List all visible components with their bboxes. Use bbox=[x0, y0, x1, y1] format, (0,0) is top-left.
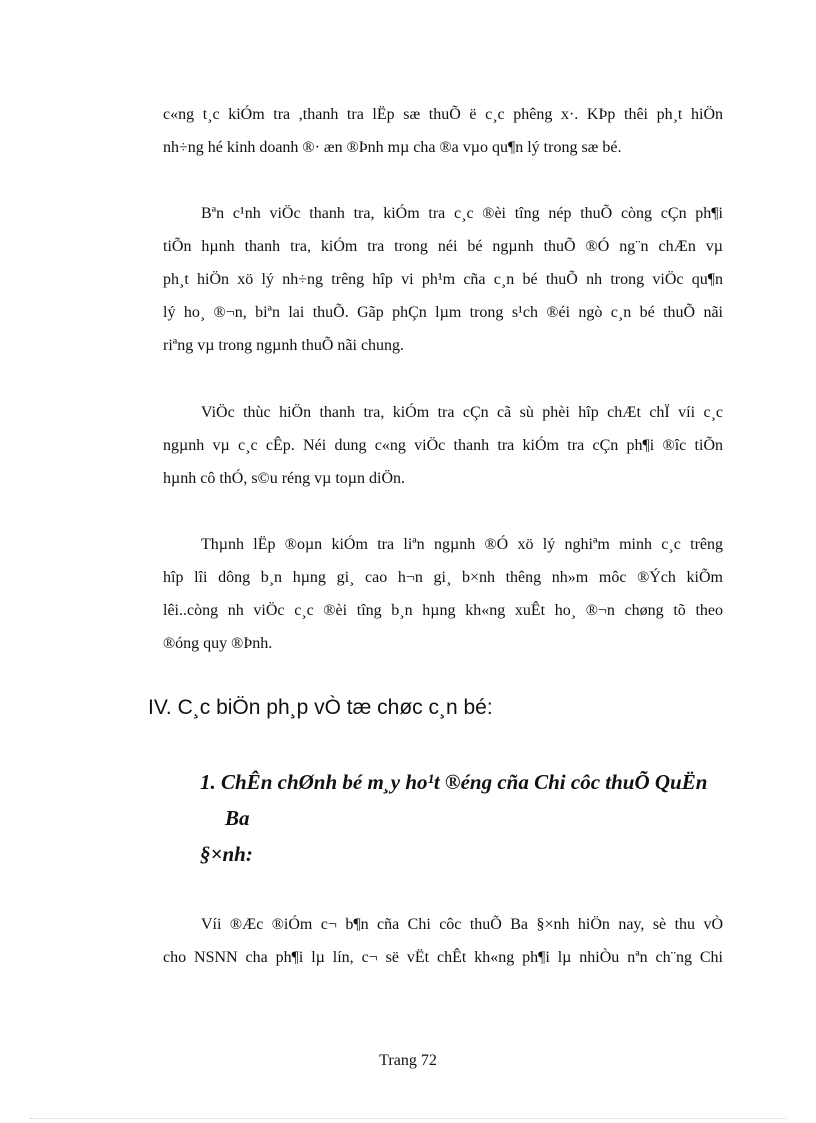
paragraph-1 bbox=[163, 98, 723, 164]
paragraph-line: tiÕn hµnh thanh tra, kiÓm tra trong néi bé ngµnh thuÕ ®Ó ng¨n chÆn vµ bbox=[163, 238, 723, 255]
page-number: Trang 72 bbox=[379, 1052, 437, 1069]
paragraph-line: hîp lîi dông b¸n hµng gi¸ cao h¬n gi¸ b×nh thêng nh»m môc ®Ých kiÕm bbox=[163, 569, 723, 586]
paragraph-line: lý ho¸ ®¬n, biªn lai thuÕ. Gãp phÇn lµm trong s¹ch ®éi ngò c¸n bé thuÕ nãi bbox=[163, 304, 723, 321]
paragraph-line: ph¸t hiÖn xö lý nh÷ng trêng hîp vi ph¹m cña c¸n bé thuÕ nh trong viÖc qu¶n bbox=[163, 271, 723, 288]
paragraph-line: riªng vµ trong ngµnh thuÕ nãi chung. bbox=[163, 337, 405, 354]
paragraph-line: nh÷ng hé kinh doanh ®· æn ®Þnh mµ cha ®a vµo qu¶n lý trong sæ bé. bbox=[163, 139, 622, 156]
paragraph-line: ®óng quy ®Þnh. bbox=[163, 635, 273, 652]
paragraph-line: lêi..còng nh viÖc c¸c ®èi tîng b¸n hµng kh«ng xuÊt ho¸ ®¬n chøng tõ theo bbox=[163, 602, 723, 619]
paragraph-line: Bªn c¹nh viÖc thanh tra, kiÓm tra c¸c ®èi tîng nép thuÕ còng cÇn ph¶i bbox=[201, 205, 723, 222]
paragraph-line: ngµnh vµ c¸c cÊp. Néi dung c«ng viÖc thanh tra kiÓm tra cÇn ph¶i ®îc tiÕn bbox=[163, 437, 723, 454]
paragraph-4 bbox=[163, 528, 723, 660]
section-heading: IV. C¸c biÖn ph¸p vÒ tæ chøc c¸n bé: bbox=[148, 696, 493, 719]
paragraph-line: cho NSNN cha ph¶i lµ lín, c¬ së vËt chÊt kh«ng ph¶i lµ nhiÒu nªn ch¨ng Chi bbox=[163, 949, 723, 966]
paragraph-line: Thµnh lËp ®oµn kiÓm tra liªn ngµnh ®Ó xö lý nghiªm minh c¸c trêng bbox=[201, 536, 723, 553]
subheading-line: 1. ChÊn chØnh bé m¸y ho¹t ®éng cña Chi côc thuÕ QuËn bbox=[200, 770, 708, 794]
paragraph-line: c«ng t¸c kiÓm tra ,thanh tra lËp sæ thuÕ ë c¸c phêng x·. KÞp thêi ph¸t hiÖn bbox=[163, 106, 723, 123]
subheading-line: §×nh: bbox=[200, 842, 253, 866]
paragraph-line: hµnh cô thÓ, s©u réng vµ toµn diÖn. bbox=[163, 470, 406, 487]
paragraph-5 bbox=[163, 908, 723, 974]
paragraph-3 bbox=[163, 396, 723, 495]
subsection-heading bbox=[200, 764, 730, 872]
subheading-line: Ba bbox=[225, 806, 250, 830]
paragraph-line: ViÖc thùc hiÖn thanh tra, kiÓm tra cÇn cã sù phèi hîp chÆt chÏ víi c¸c bbox=[201, 404, 723, 421]
footer-divider bbox=[30, 1118, 786, 1119]
paragraph-2 bbox=[163, 197, 723, 362]
paragraph-line: Víi ®Æc ®iÓm c¬ b¶n cña Chi côc thuÕ Ba §×nh hiÖn nay, sè thu vÒ bbox=[201, 916, 723, 933]
